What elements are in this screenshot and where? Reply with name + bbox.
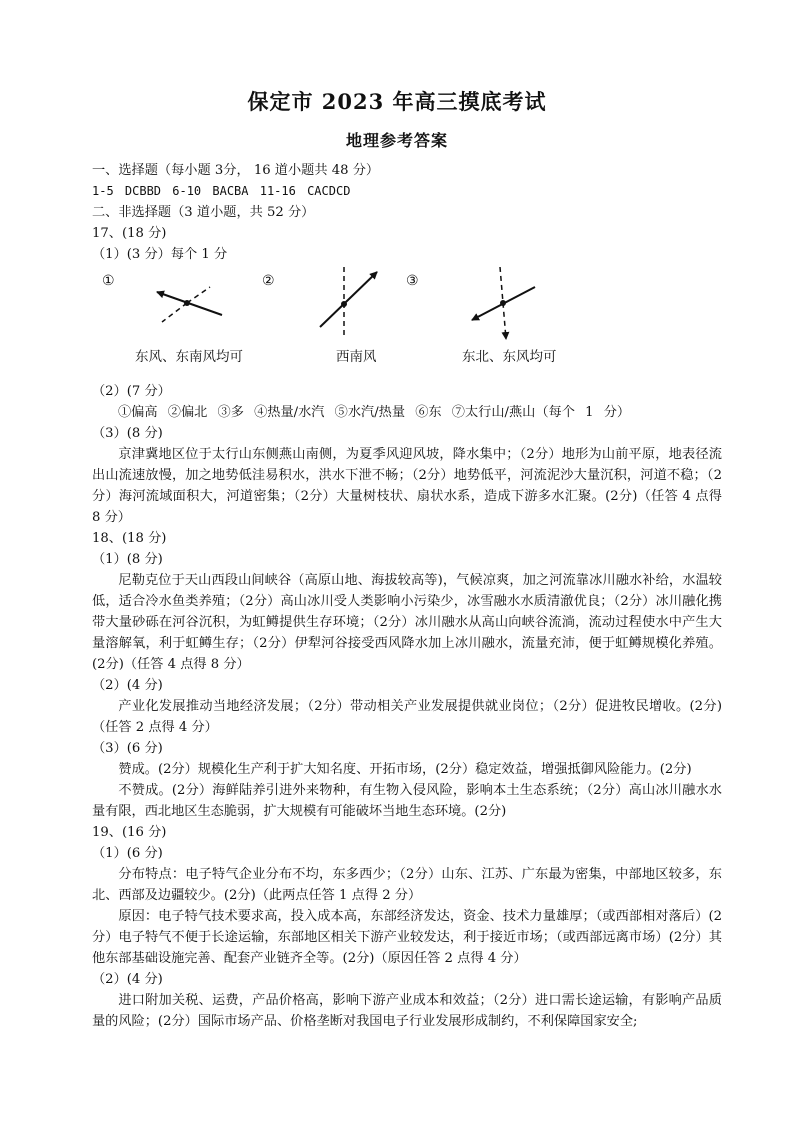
- q18-part1-answer: 尼勒克位于天山西段山间峡谷（高原山地、海拔较高等)，气候凉爽，加之河流靠冰川融水补给，水温较低，适合冷水鱼类养殖；（2分）高山冰川受人类影响小污染少，冰雪融水水质清澈优良；（2分）冰川融化携带大量砂砾在河谷沉积，为虹鳟提供生存环境；（2分）冰川融水从高山向峡谷流淌，流动过程使水中产生大量溶解氧，利于虹鳟生存；（2分）伊犁河谷接受西风降水加上冰川融水，流量充沛，便于虹鳟规模化养殖。(2分)（任答 4 点得 8 分）: [92, 573, 722, 672]
- q18-part1-heading: （1）(8 分): [92, 552, 163, 567]
- q18-part3-disagree: 不赞成。(2分）海鲜陆养引进外来物种，有生物入侵风险，影响本土生态系统；（2分）高山冰川融水水量有限，西北地区生态脆弱，扩大规模有可能破坏当地生态环境。(2分): [92, 783, 722, 819]
- diagram-caption-1: 东风、东南风均可: [135, 349, 243, 365]
- q17-part2-answers: ①偏高 ②偏北 ③多 ④热量/水汽 ⑤水汽/热量 ⑥东 ⑦太行山/燕山（每个 1 分）: [118, 405, 631, 420]
- q18-part2-heading: （2）(4 分): [92, 678, 163, 693]
- q19-heading: 19、(16 分): [92, 825, 167, 840]
- q17-heading: 17、(18 分): [92, 226, 167, 241]
- section2-heading: 二、非选择题（3 道小题，共 52 分）: [92, 205, 315, 220]
- q17-part3-answer: 京津冀地区位于太行山东侧燕山南侧，为夏季风迎风坡，降水集中；（2分）地形为山前平原，地表径流出山流速放慢，加之地势低洼易积水，洪水下泄不畅；（2分）地势低平，河流泥沙大量沉积，河道不稳；（2分）海河流域面积大，河道密集；（2分）大量树枝状、扇状水系，造成下游多水汇聚。(2分)（任答 4 点得 8 分）: [92, 447, 722, 525]
- q18-part3-agree: 赞成。(2分）规模化生产利于扩大知名度、开拓市场，(2分）稳定效益，增强抵御风险能力。(2分): [118, 762, 692, 777]
- point-1: [184, 300, 190, 306]
- q19-part2-answer: 进口附加关税、运费，产品价格高，影响下游产业成本和效益；（2分）进口需长途运输，有影响产品质量的风险；(2分）国际市场产品、价格垄断对我国电子行业发展形成制约，不利保障国家安全;: [92, 993, 722, 1029]
- q19-part1-distribution: 分布特点：电子特气企业分布不均，东多西少；（2分）山东、江苏、广东最为密集，中部地区较多，东北、西部及边疆较少。(2分)（此两点任答 1 点得 2 分）: [92, 867, 722, 903]
- q17-part1-heading: （1）(3 分）每个 1 分: [92, 247, 228, 262]
- isobar-tangent-1b: [187, 287, 210, 303]
- q19-part1-heading: （1）(6 分): [92, 846, 163, 861]
- section1-heading: 一、选择题（每小题 3分， 16 道小题共 48 分）: [92, 163, 380, 178]
- q18-part2-answer: 产业化发展推动当地经济发展；（2分）带动相关产业发展提供就业岗位；（2分）促进牧民增收。(2分)（任答 2 点得 4 分）: [92, 699, 722, 735]
- page-title: 保定市 2023 年高三摸底考试: [247, 89, 547, 114]
- diagram-marker-1: ①: [102, 273, 115, 289]
- choice-answers: 1-5 DCBBD 6-10 BACBA 11-16 CACDCD: [92, 184, 351, 198]
- point-3: [500, 300, 506, 306]
- q19-part2-heading: （2）(4 分): [92, 972, 163, 987]
- isobar-tangent-1: [162, 303, 187, 322]
- diagram-marker-3: ③: [406, 273, 419, 289]
- point-2: [341, 301, 347, 307]
- diagram-caption-2: 西南风: [336, 349, 377, 365]
- wind-direction-diagram: [92, 267, 722, 377]
- q18-part3-heading: （3）(6 分): [92, 741, 163, 756]
- q19-part1-reasons: 原因：电子特气技术要求高，投入成本高，东部经济发达，资金、技术力量雄厚；（或西部相对落后）(2分）电子特气不便于长途运输，东部地区相关下游产业较发达，利于接近市场；（或西部远离市场）(2分）其他东部基础设施完善、配套产业链齐全等。(2分)（原因任答 2 点得 4 分）: [92, 909, 722, 966]
- q17-part2-heading: （2）(7 分）: [92, 384, 171, 399]
- page-subtitle: 地理参考答案: [345, 131, 448, 150]
- answer-content: [92, 160, 722, 1032]
- q17-part3-heading: （3）(8 分): [92, 426, 163, 441]
- diagram-marker-2: ②: [262, 273, 275, 289]
- wind-arrow-2: [320, 272, 377, 327]
- q18-heading: 18、(18 分): [92, 531, 167, 546]
- diagram-caption-3: 东北、东风均可: [462, 349, 557, 365]
